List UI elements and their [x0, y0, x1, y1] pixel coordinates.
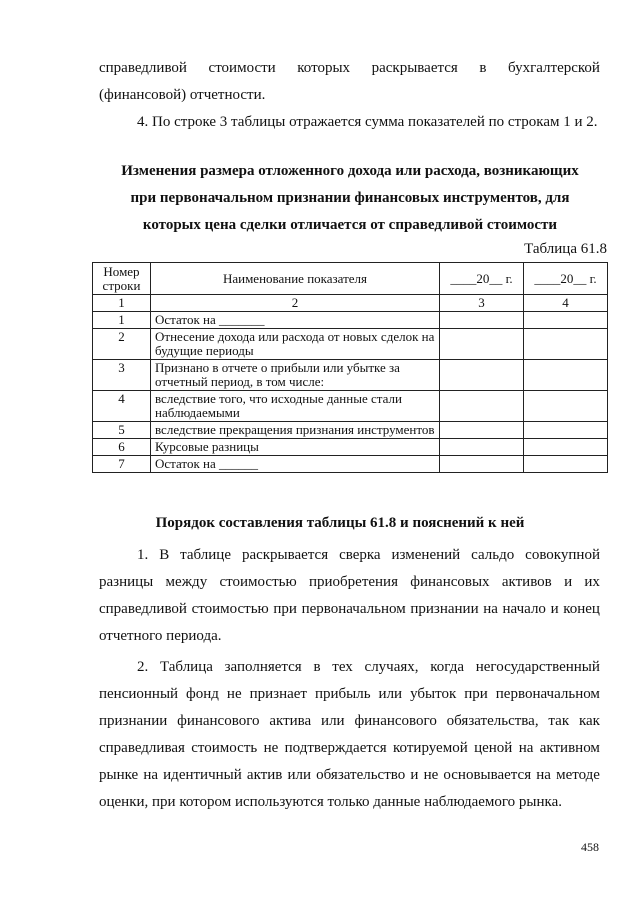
table-numbers-row — [93, 295, 608, 312]
table-row — [93, 391, 608, 422]
col-number: 4 — [524, 295, 608, 312]
row-name: Отнесение дохода или расхода от новых сделок на будущие периоды — [151, 329, 440, 360]
para2-line-5: рынке на идентичный актив или обязательство и не основывается на методе — [99, 767, 600, 783]
intro-line-2: (финансовой) отчетности. — [99, 87, 266, 103]
header-year-1: ____20__ г. — [440, 263, 524, 295]
value-cell — [524, 439, 608, 456]
value-cell — [524, 312, 608, 329]
value-cell — [440, 329, 524, 360]
section-title: Порядок составления таблицы 61.8 и пояснений к ней — [155, 515, 525, 531]
row-name: вследствие прекращения признания инструментов — [151, 422, 440, 439]
header-year-2: ____20__ г. — [524, 263, 608, 295]
para1-line-1: 1. В таблице раскрывается сверка изменений сальдо совокупной — [137, 547, 600, 563]
heading-line-2: при первоначальном признании финансовых инструментов, для — [130, 190, 570, 206]
value-cell — [524, 422, 608, 439]
value-cell — [440, 391, 524, 422]
row-number: 5 — [93, 422, 151, 439]
value-cell — [440, 422, 524, 439]
intro-line-1: справедливой стоимости которых раскрывается в бухгалтерской — [99, 60, 600, 76]
heading-line-3: которых цена сделки отличается от справедливой стоимости — [142, 217, 558, 233]
intro-item-4: 4. По строке 3 таблицы отражается сумма показателей по строкам 1 и 2. — [137, 114, 598, 130]
col-number: 1 — [93, 295, 151, 312]
value-cell — [524, 329, 608, 360]
row-name: Курсовые разницы — [151, 439, 440, 456]
table-label: Таблица 61.8 — [524, 241, 607, 257]
para2-line-6: оценки, при котором используются только данные наблюдаемого рынка. — [99, 794, 562, 810]
table-row — [93, 439, 608, 456]
value-cell — [440, 312, 524, 329]
para2-line-4: справедливая стоимость не подтверждается котируемой ценой на активном — [99, 740, 600, 756]
row-number: 1 — [93, 312, 151, 329]
value-cell — [524, 456, 608, 473]
para1-line-4: отчетного периода. — [99, 628, 222, 644]
para2-line-1: 2. Таблица заполняется в тех случаях, когда негосударственный — [137, 659, 600, 675]
row-number: 6 — [93, 439, 151, 456]
value-cell — [440, 439, 524, 456]
row-name: вследствие того, что исходные данные стали наблюдаемыми — [151, 391, 440, 422]
value-cell — [524, 360, 608, 391]
row-number: 4 — [93, 391, 151, 422]
table-row — [93, 312, 608, 329]
row-number: 7 — [93, 456, 151, 473]
row-name: Признано в отчете о прибыли или убытке за отчетный период, в том числе: — [151, 360, 440, 391]
header-row-number: Номер строки — [93, 263, 151, 295]
row-name: Остаток на _______ — [151, 312, 440, 329]
value-cell — [440, 456, 524, 473]
table-row — [93, 360, 608, 391]
para2-line-3: признании финансового актива или финансового обязательства, так как — [99, 713, 600, 729]
row-name: Остаток на ______ — [151, 456, 440, 473]
table-row — [93, 456, 608, 473]
value-cell — [524, 391, 608, 422]
page-number: 458 — [581, 840, 599, 854]
para1-line-3: справедливой стоимостью при первоначальном признании на начало и конец — [99, 601, 600, 617]
data-table — [92, 262, 608, 473]
header-indicator-name: Наименование показателя — [151, 263, 440, 295]
row-number: 2 — [93, 329, 151, 360]
table-row — [93, 422, 608, 439]
row-number: 3 — [93, 360, 151, 391]
heading-line-1: Изменения размера отложенного дохода или расхода, возникающих — [121, 163, 579, 179]
col-number: 2 — [151, 295, 440, 312]
para1-line-2: разницы между стоимостью приобретения финансовых активов и их — [99, 574, 600, 590]
table-row — [93, 329, 608, 360]
col-number: 3 — [440, 295, 524, 312]
table-header-row — [93, 263, 608, 295]
para2-line-2: пенсионный фонд не признает прибыль или убыток при первоначальном — [99, 686, 600, 702]
value-cell — [440, 360, 524, 391]
